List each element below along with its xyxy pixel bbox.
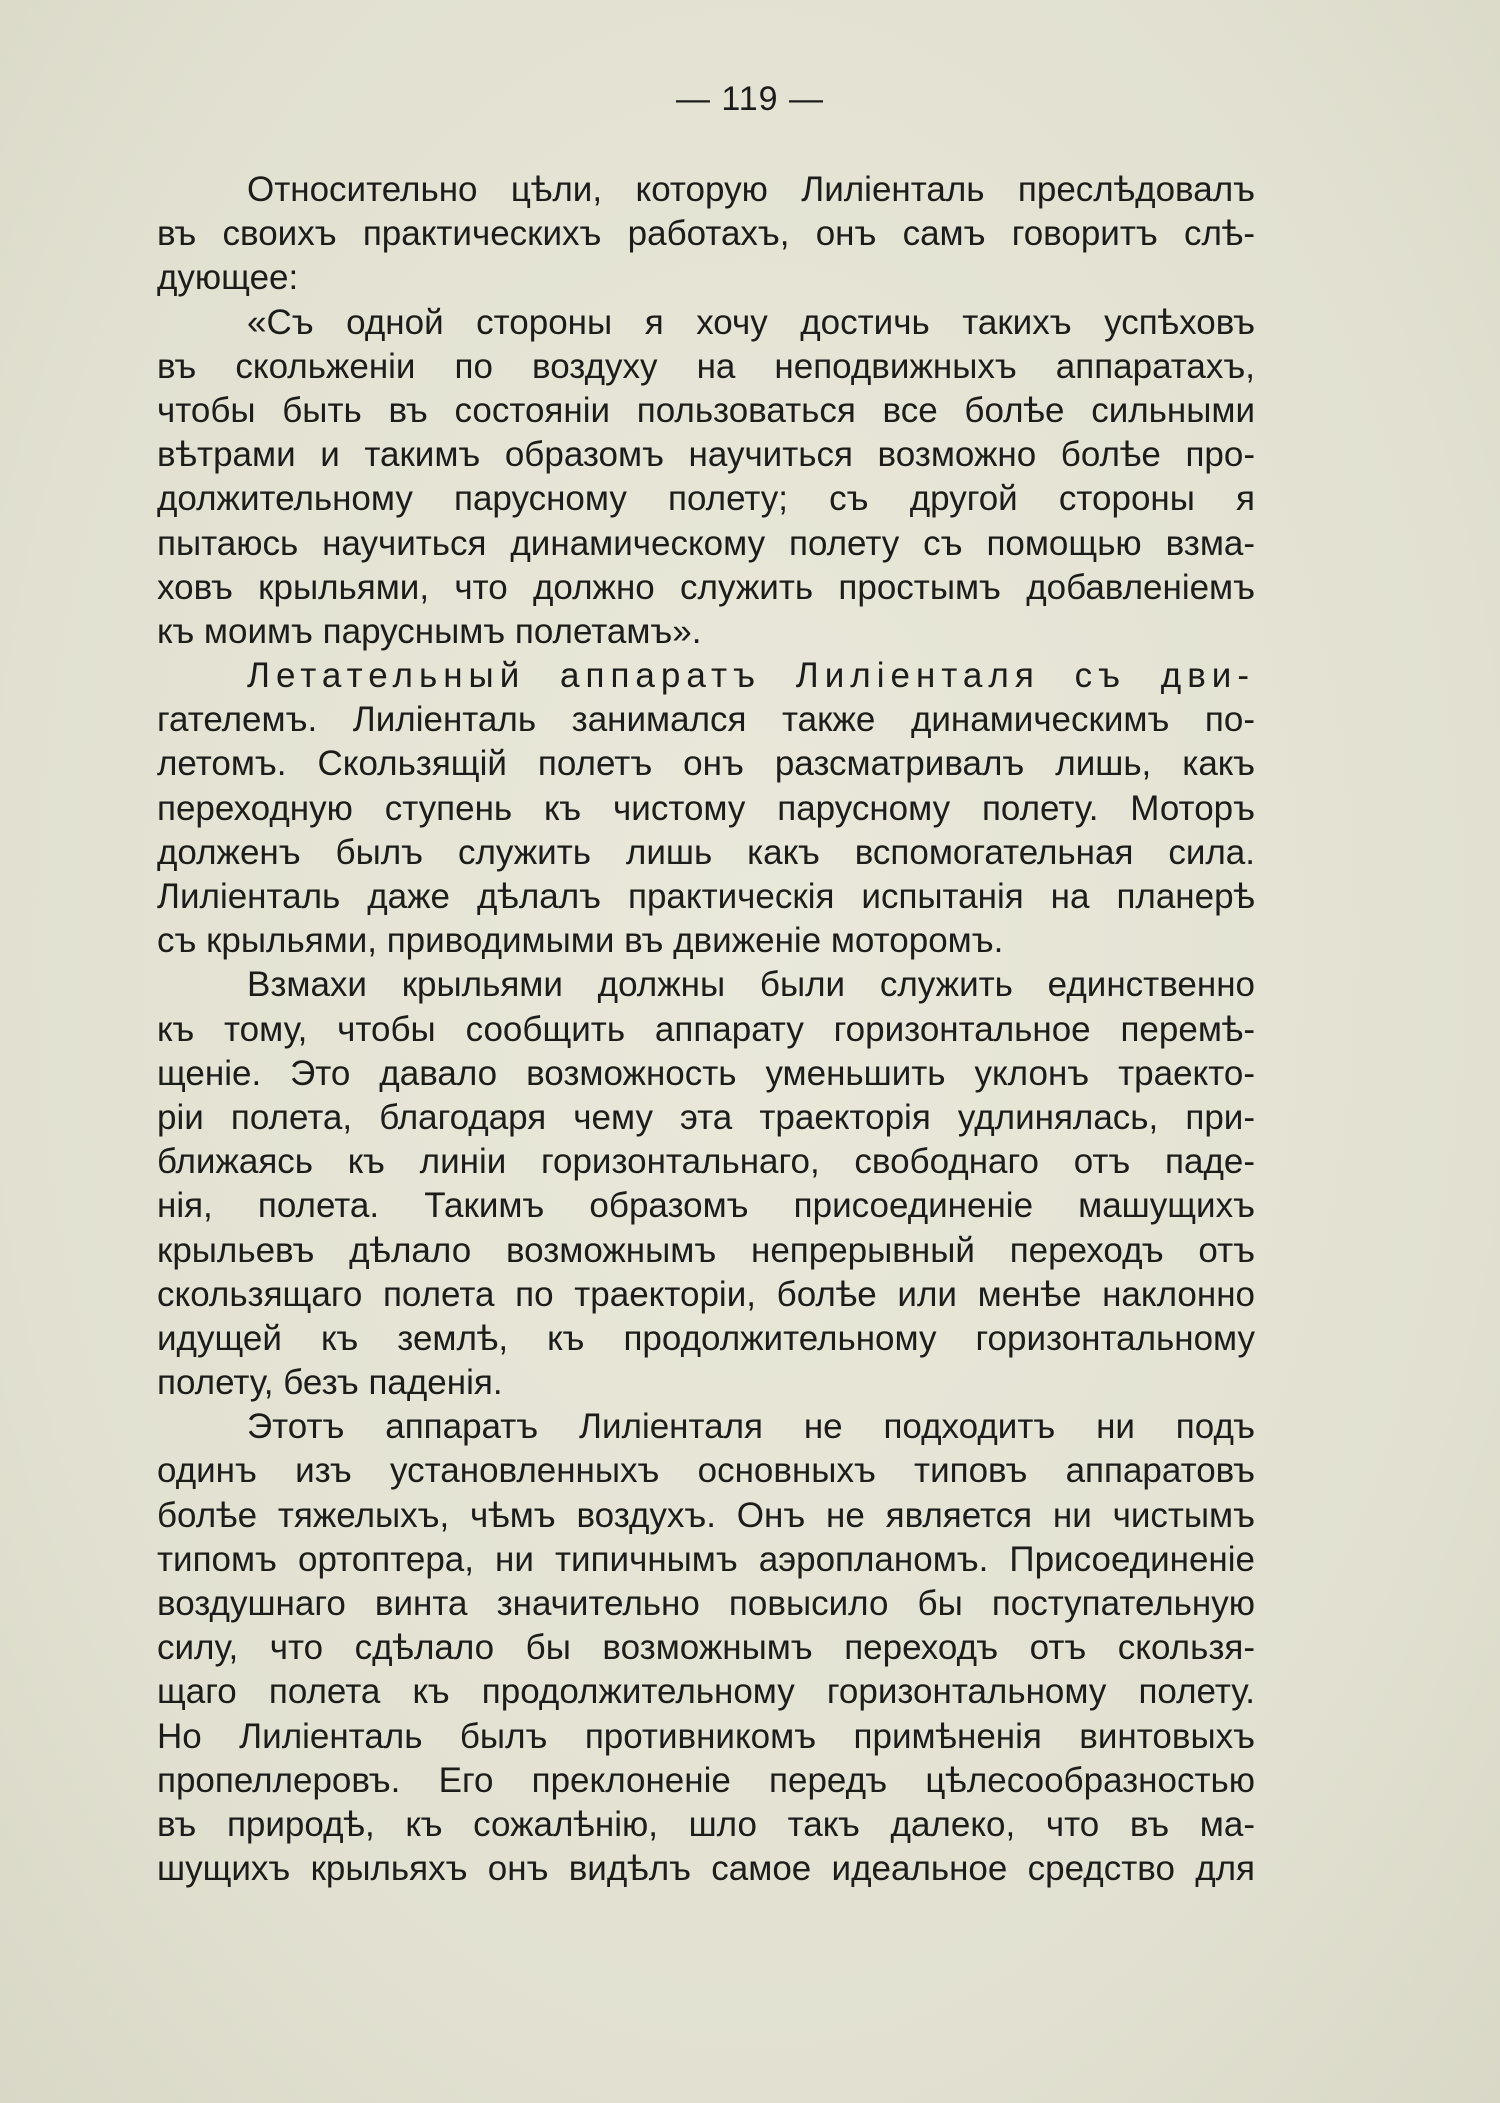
text-line: къ тому, чтобы сообщить аппарату горизонтальное перемѣ- <box>157 1009 1255 1049</box>
text-line: чтобы быть въ состоянiи пользоваться все болѣе сильными <box>157 390 1255 430</box>
text-line: Взмахи крыльями должны были служить единственно <box>247 965 1255 1005</box>
text-line: крыльевъ дѣлало возможнымъ непрерывный переходъ отъ <box>157 1230 1255 1270</box>
text-line: въ природѣ, къ сожалѣнiю, шло такъ далеко, что въ ма- <box>157 1804 1255 1844</box>
text-line: болѣе тяжелыхъ, чѣмъ воздухъ. Онъ не является ни чистымъ <box>157 1495 1255 1535</box>
text-line: Но Лилiенталь былъ противникомъ примѣненiя винтовыхъ <box>157 1716 1255 1756</box>
text-line: «Съ одной стороны я хочу достичь такихъ успѣховъ <box>247 302 1255 342</box>
paragraph <box>157 1405 1255 1891</box>
text-line: щенiе. Это давало возможность уменьшить уклонъ траекто- <box>157 1053 1255 1093</box>
text-line: Лилiенталь даже дѣлалъ практическiя испытанiя на планерѣ <box>157 877 1255 916</box>
page-number: — 119 — <box>675 80 825 118</box>
text-line: одинъ изъ установленныхъ основныхъ типовъ аппаратовъ <box>157 1451 1255 1491</box>
text-line: должительному парусному полету; съ другой стороны я <box>157 479 1255 519</box>
text-line: переходную ступень къ чистому парусному полету. Моторъ <box>157 788 1255 828</box>
text-line: вѣтрами и такимъ образомъ научиться возможно болѣе про- <box>157 435 1255 475</box>
text-line: въ скольженiи по воздуху на неподвижныхъ аппаратахъ, <box>157 346 1255 386</box>
text-line: скользящаго полета по траекторiи, болѣе или менѣе наклонно <box>157 1274 1255 1314</box>
text-line: Этотъ аппаратъ Лилiенталя не подходитъ ни подъ <box>247 1407 1255 1447</box>
text-line: полету, безъ паденiя. <box>157 1363 503 1403</box>
text-line: силу, что сдѣлало бы возможнымъ переходъ отъ скользя- <box>157 1628 1255 1668</box>
text-line: дующее: <box>157 258 299 298</box>
text-line: шущихъ крыльяхъ онъ видѣлъ самое идеальное средство для <box>157 1849 1255 1889</box>
paragraph <box>157 654 1255 963</box>
text-line: Относительно цѣли, которую Лилiенталь преслѣдовалъ <box>247 170 1255 209</box>
paragraph <box>157 168 1255 301</box>
text-line: въ своихъ практическихъ работахъ, онъ самъ говоритъ слѣ- <box>157 214 1255 254</box>
text-line: идущей къ землѣ, къ продолжительному горизонтальному <box>157 1318 1255 1358</box>
text-line: щаго полета къ продолжительному горизонтальному полету. <box>157 1672 1255 1712</box>
text-line: рiи полета, благодаря чему эта траекторiя удлинялась, при- <box>157 1097 1255 1137</box>
text-line: гателемъ. Лилiенталь занимался также динамическимъ по- <box>157 700 1255 740</box>
text-line: воздушнаго винта значительно повысило бы поступательную <box>157 1584 1255 1623</box>
text-line: летомъ. Скользящiй полетъ онъ разсматривалъ лишь, какъ <box>157 744 1255 784</box>
text-line: типомъ ортоптера, ни типичнымъ аэропланомъ. Присоединенiе <box>157 1539 1255 1579</box>
paragraph <box>157 301 1255 655</box>
text-line: долженъ былъ служить лишь какъ вспомогательная сила. <box>157 832 1255 872</box>
paragraph <box>157 963 1255 1405</box>
body-text <box>157 168 1255 1891</box>
text-line: пропеллеровъ. Его преклоненiе передъ цѣлесообразностью <box>157 1760 1255 1800</box>
section-heading-line: Летательный аппаратъ Лилiенталя съ дви- <box>247 656 1255 696</box>
text-line: пытаюсь научиться динамическому полету съ помощью взма- <box>157 523 1255 563</box>
text-line: къ моимъ паруснымъ полетамъ». <box>157 611 702 651</box>
text-line: ховъ крыльями, что должно служить простымъ добавленiемъ <box>157 567 1255 607</box>
text-line: съ крыльями, приводимыми въ движенiе моторомъ. <box>157 921 1004 961</box>
text-line: ближаясь къ линiи горизонтальнаго, свободнаго отъ паде- <box>157 1142 1255 1182</box>
text-line: нiя, полета. Такимъ образомъ присоединенiе машущихъ <box>157 1186 1255 1226</box>
